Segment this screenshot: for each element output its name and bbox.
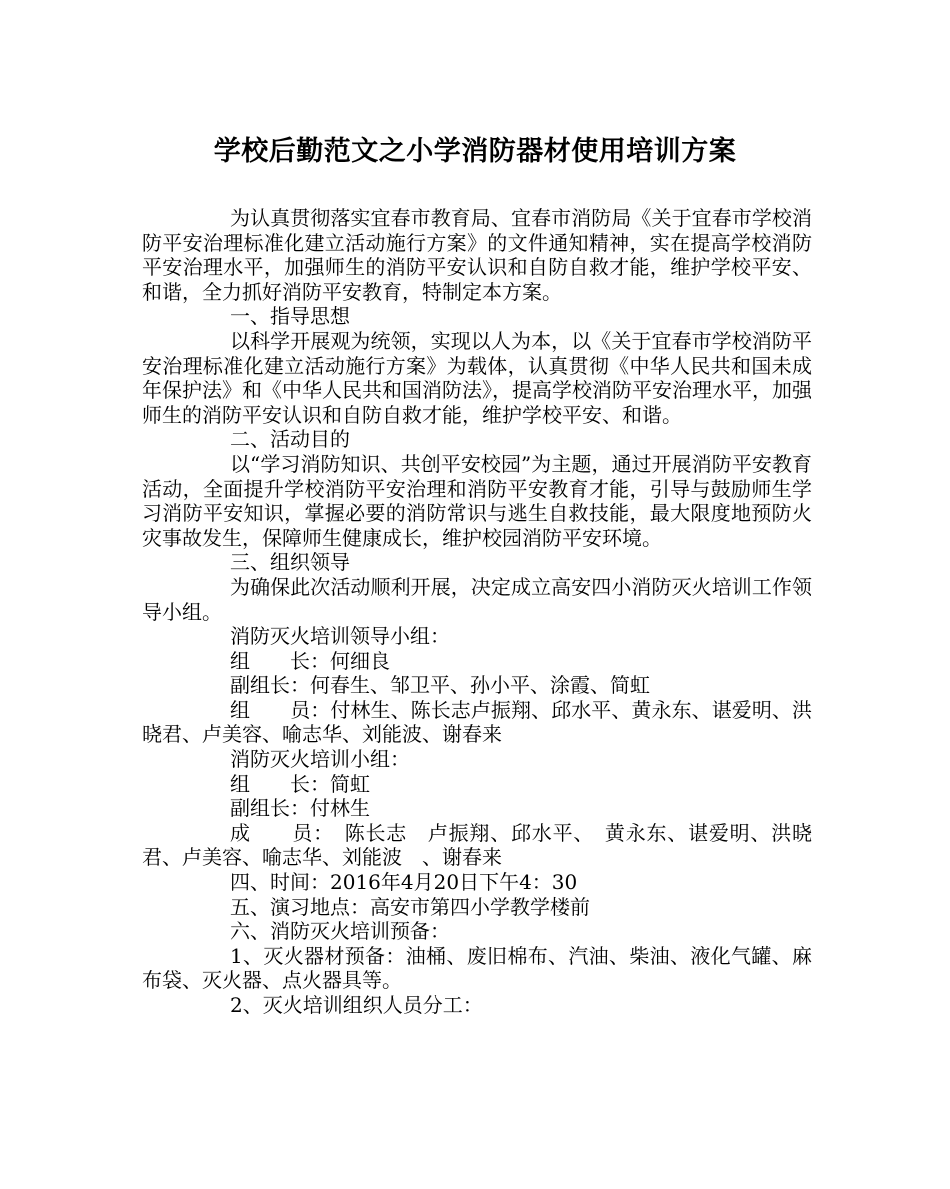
section-preparation-heading: 六、消防灭火培训预备： xyxy=(230,919,450,944)
leadership-group-heading: 消防灭火培训领导小组： xyxy=(230,624,450,649)
paragraph-guiding-thought: 以科学开展观为统领，实现以人为本，以《关于宜春市学校消防平安治理标准化建立活动施行方案》为载体，认真贯彻《中华人民共和国未成年保护法》和《中华人民共和国消防法》，提高学校消防平安治理水平，加强师生的消防平安认识和自防自救才能，维护学校平安、和谐。 xyxy=(142,328,812,427)
training-group-deputy: 副组长：付林生 xyxy=(230,796,370,821)
section-heading-activity-purpose: 二、活动目的 xyxy=(230,427,350,452)
document-title: 学校后勤范文之小学消防器材使用培训方案 xyxy=(213,136,737,167)
leadership-group-members: 组 员：付林生、陈长志卢振翔、邱水平、黄永东、谌爱明、洪晓君、卢美容、喻志华、刘能波、谢春来 xyxy=(142,697,812,747)
leadership-group-leader: 组 长：何细良 xyxy=(230,648,390,673)
training-group-members: 成 员： 陈长志 卢振翔、邱水平、 黄永东、谌爱明、洪晓君、卢美容、喻志华、刘能波 、谢春来 xyxy=(142,820,812,870)
preparation-item-staff-division: 2、灭火培训组织人员分工： xyxy=(230,993,483,1017)
section-heading-organization: 三、组织领导 xyxy=(230,550,350,575)
preparation-item-equipment: 1、灭火器材预备：油桶、废旧棉布、汽油、柴油、液化气罐、麻布袋、灭火器、点火器具等。 xyxy=(142,943,812,993)
section-location: 五、演习地点：高安市第四小学教学楼前 xyxy=(230,894,590,919)
paragraph-organization: 为确保此次活动顺利开展，决定成立高安四小消防灭火培训工作领导小组。 xyxy=(142,574,812,624)
paragraph-activity-purpose: 以“学习消防知识、共创平安校园”为主题，通过开展消防平安教育活动，全面提升学校消防平安治理和消防平安教育才能，引导与鼓励师生学习消防平安知识，掌握必要的消防常识与逃生自救技能，最大限度地预防火灾事故发生，保障师生健康成长，维护校园消防平安环境。 xyxy=(142,451,812,550)
paragraph-intro: 为认真贯彻落实宜春市教育局、宜春市消防局《关于宜春市学校消防平安治理标准化建立活动施行方案》的文件通知精神，实在提高学校消防平安治理水平，加强师生的消防平安认识和自防自救才能，维护学校平安、和谐，全力抓好消防平安教育，特制定本方案。 xyxy=(142,206,812,304)
section-heading-guiding-thought: 一、指导思想 xyxy=(230,304,350,329)
section-time: 四、时间：2016年4月20日下午4：30 xyxy=(230,870,578,895)
training-group-leader: 组 长：简虹 xyxy=(230,771,370,796)
training-group-heading: 消防灭火培训小组： xyxy=(230,747,410,772)
document-body xyxy=(142,206,812,1018)
leadership-group-deputy: 副组长：何春生、邹卫平、孙小平、涂霞、简虹 xyxy=(230,673,650,698)
